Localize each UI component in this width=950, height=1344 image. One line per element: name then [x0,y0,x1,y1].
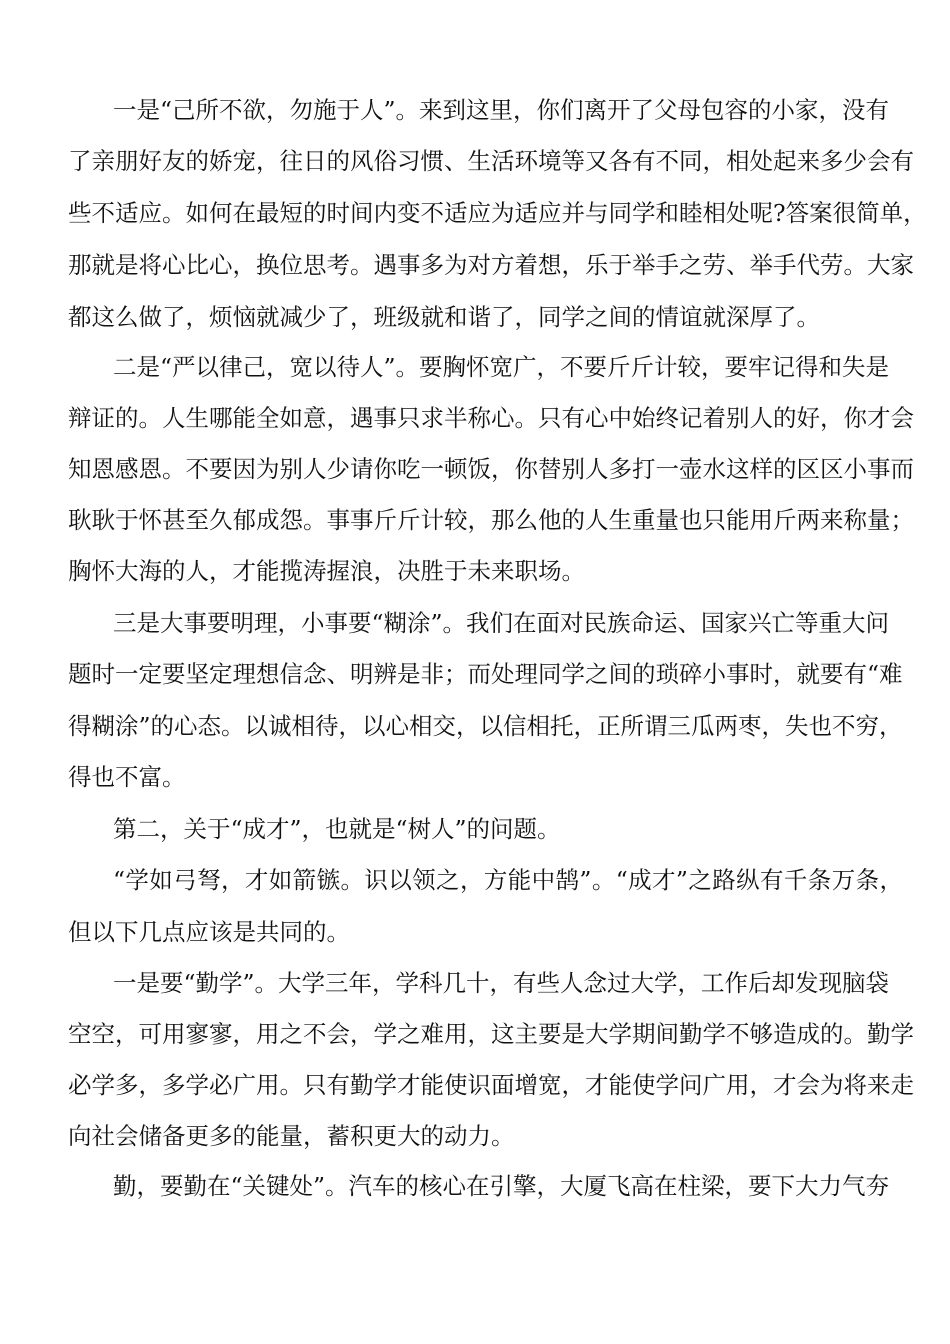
paragraph-line: 但以下几点应该是共同的。 [68,918,350,946]
paragraph-line: 二是“严以律己，宽以待人”。要胸怀宽广，不要斤斤计较，要牢记得和失是 [113,353,890,381]
section-heading: 第二，关于“成才”，也就是“树人”的问题。 [113,815,561,843]
paragraph-line: 耿耿于怀甚至久郁成怨。事事斤斤计较，那么他的人生重量也只能用斤两来称量； [68,506,914,534]
paragraph-line: 知恩感恩。不要因为别人少请你吃一顿饭，你替别人多打一壶水这样的区区小事而 [68,455,914,483]
paragraph-line: 向社会储备更多的能量，蓄积更大的动力。 [68,1122,515,1150]
paragraph-line: “学如弓弩，才如箭镞。识以领之，方能中鹄”。“成才”之路纵有千条万条， [113,866,903,894]
paragraph-line: 勤，要勤在“关键处”。汽车的核心在引擎，大厦飞高在柱梁，要下大力气夯 [113,1172,890,1200]
paragraph-line: 辩证的。人生哪能全如意，遇事只求半称心。只有心中始终记着别人的好，你才会 [68,404,914,432]
paragraph-line: 些不适应。如何在最短的时间内变不适应为适应并与同学和睦相处呢?答案很简单， [68,199,927,227]
paragraph-line: 了亲朋好友的娇宠，往日的风俗习惯、生活环境等又各有不同，相处起来多少会有 [68,147,914,175]
paragraph-line: 胸怀大海的人，才能揽涛握浪，决胜于未来职场。 [68,557,585,585]
paragraph-line: 空空，可用寥寥，用之不会，学之难用，这主要是大学期间勤学不够造成的。勤学 [68,1020,914,1048]
paragraph-line: 题时一定要坚定理想信念、明辨是非；而处理同学之间的琐碎小事时，就要有“难 [68,660,903,688]
paragraph-line: 都这么做了，烦恼就减少了，班级就和谐了，同学之间的情谊就深厚了。 [68,303,820,331]
paragraph-line: 三是大事要明理，小事要“糊涂”。我们在面对民族命运、国家兴亡等重大问 [113,609,890,637]
paragraph-line: 得也不富。 [68,763,186,791]
paragraph-line: 一是“己所不欲，勿施于人”。来到这里，你们离开了父母包容的小家，没有 [113,96,890,124]
paragraph-line: 得糊涂”的心态。以诚相待，以心相交，以信相托，正所谓三瓜两枣，失也不穷， [68,712,903,740]
paragraph-line: 必学多，多学必广用。只有勤学才能使识面增宽，才能使学问广用，才会为将来走 [68,1071,914,1099]
paragraph-line: 那就是将心比心，换位思考。遇事多为对方着想，乐于举手之劳、举手代劳。大家 [68,251,914,279]
paragraph-line: 一是要“勤学”。大学三年，学科几十，有些人念过大学，工作后却发现脑袋 [113,969,890,997]
